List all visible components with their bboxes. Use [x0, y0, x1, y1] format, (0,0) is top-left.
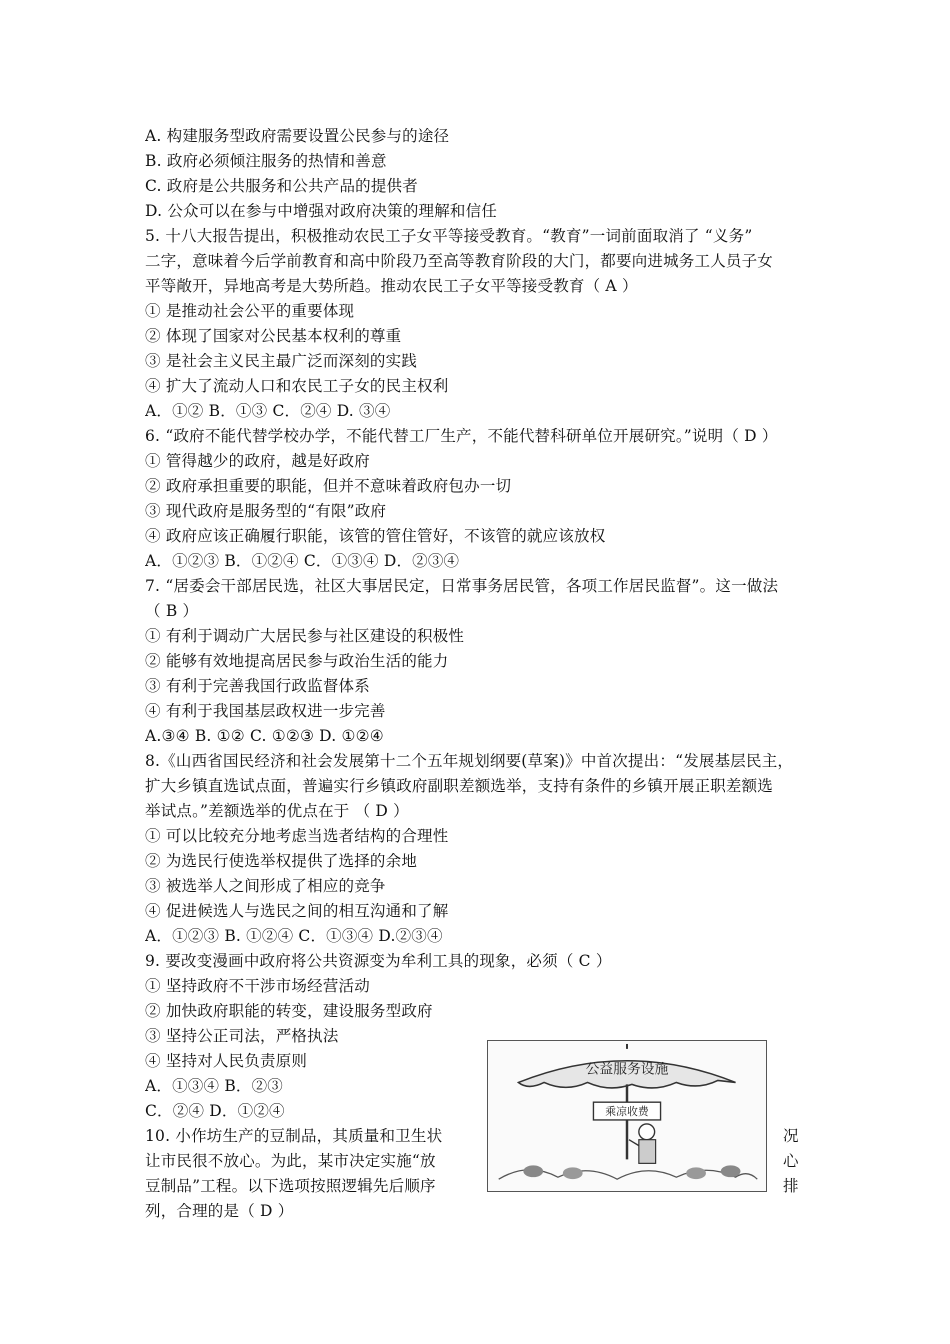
- answer-choices: A．①②③ B. ①②④ C．①③④ D.②③④: [145, 927, 443, 945]
- official-head: [639, 1124, 655, 1140]
- statement-line: ② 加快政府职能的转变，建设服务型政府: [145, 1002, 433, 1020]
- answer-choices: A．①③④ B．②③: [145, 1077, 284, 1095]
- statement-line: ④ 扩大了流动人口和农民工子女的民主权利: [145, 377, 449, 395]
- statement-line: ④ 有利于我国基层政权进一步完善: [145, 702, 386, 720]
- statement-line: ③ 有利于完善我国行政监督体系: [145, 677, 370, 695]
- question-10-stem: 让市民很不放心。为此，某市决定实施“放: [145, 1152, 436, 1170]
- answer-choices: A．①② B．①③ C．②④ D. ③④: [145, 402, 391, 420]
- answer-choices: A.③④ B. ①② C. ①②③ D. ①②④: [145, 727, 384, 745]
- statement-line: ① 可以比较充分地考虑当选者结构的合理性: [145, 827, 449, 845]
- question-7-stem: （ B ）: [145, 602, 199, 620]
- statement-line: ③ 坚持公正司法，严格执法: [145, 1027, 339, 1045]
- question-8-stem: 8.《山西省国民经济和社会发展第十二个五年规划纲要(草案)》中首次提出：“发展基层民主，: [145, 752, 794, 770]
- statement-line: ① 是推动社会公平的重要体现: [145, 302, 355, 320]
- statement-line: ② 能够有效地提高居民参与政治生活的能力: [145, 652, 449, 670]
- statement-line: ① 坚持政府不干涉市场经营活动: [145, 977, 370, 995]
- wrapped-char: 况: [783, 1127, 799, 1145]
- option-line: D. 公众可以在参与中增强对政府决策的理解和信任: [145, 202, 498, 220]
- question-5-stem: 5. 十八大报告提出，积极推动农民工子女平等接受教育。“教育”一词前面取消了 “义务”: [145, 227, 753, 245]
- question-6-stem: 6. “政府不能代替学校办学，不能代替工厂生产，不能代替科研单位开展研究。”说明（ D ）: [145, 427, 778, 445]
- question-5-stem: 平等敞开，异地高考是大势所趋。推动农民工子女平等接受教育（ A ）: [145, 277, 638, 295]
- statement-line: ① 管得越少的政府，越是好政府: [145, 452, 370, 470]
- statement-line: ④ 促进候选人与选民之间的相互沟通和了解: [145, 902, 449, 920]
- option-line: C. 政府是公共服务和公共产品的提供者: [145, 177, 418, 195]
- statement-line: ② 政府承担重要的职能，但并不意味着政府包办一切: [145, 477, 512, 495]
- answer-choices: A．①②③ B．①②④ C．①③④ D．②③④: [145, 552, 460, 570]
- official-body: [639, 1140, 656, 1164]
- question-10-stem: 列，合理的是（ D ）: [145, 1202, 294, 1220]
- statement-line: ③ 是社会主义民主最广泛而深刻的实践: [145, 352, 418, 370]
- cartoon-figure: [487, 1040, 767, 1192]
- fee-sign-text: 乘凉收费: [605, 1105, 649, 1119]
- question-5-stem: 二字，意味着今后学前教育和高中阶段乃至高等教育阶段的大门，都要向进城务工人员子女: [145, 252, 774, 270]
- wrapped-char: 排: [783, 1177, 799, 1195]
- statement-line: ③ 被选举人之间形成了相应的竞争: [145, 877, 386, 895]
- question-8-stem: 举试点。”差额选举的优点在于 （ D ）: [145, 802, 409, 820]
- question-10-stem: 10. 小作坊生产的豆制品，其质量和卫生状: [145, 1127, 443, 1145]
- question-7-stem: 7. “居委会干部居民选，社区大事居民定，日常事务居民管，各项工作居民监督”。这一做法: [145, 577, 779, 595]
- official-arm: [629, 1140, 639, 1146]
- bystander: [523, 1165, 543, 1177]
- option-line: B. 政府必须倾注服务的热情和善意: [145, 152, 387, 170]
- cartoon-umbrella-illustration: [488, 1041, 766, 1191]
- statement-line: ② 为选民行使选举权提供了选择的余地: [145, 852, 418, 870]
- statement-line: ④ 坚持对人民负责原则: [145, 1052, 308, 1070]
- question-8-stem: 扩大乡镇直选试点面，普遍实行乡镇政府副职差额选举，支持有条件的乡镇开展正职差额选: [145, 777, 774, 795]
- umbrella-caption: 公益服务设施: [585, 1061, 669, 1078]
- question-10-stem: 豆制品”工程。以下选项按照逻辑先后顺序: [145, 1177, 436, 1195]
- bystander: [563, 1167, 583, 1179]
- statement-line: ③ 现代政府是服务型的“有限”政府: [145, 502, 387, 520]
- bystander: [686, 1167, 706, 1179]
- question-9-stem: 9. 要改变漫画中政府将公共资源变为牟利工具的现象，必须（ C ）: [145, 952, 612, 970]
- bystander: [721, 1165, 741, 1177]
- statement-line: ④ 政府应该正确履行职能，该管的管住管好，不该管的就应该放权: [145, 527, 606, 545]
- statement-line: ① 有利于调动广大居民参与社区建设的积极性: [145, 627, 465, 645]
- statement-line: ② 体现了国家对公民基本权利的尊重: [145, 327, 402, 345]
- wrapped-char: 心: [783, 1152, 799, 1170]
- answer-choices: C．②④ D．①②④: [145, 1102, 285, 1120]
- option-line: A. 构建服务型政府需要设置公民参与的途径: [145, 127, 450, 145]
